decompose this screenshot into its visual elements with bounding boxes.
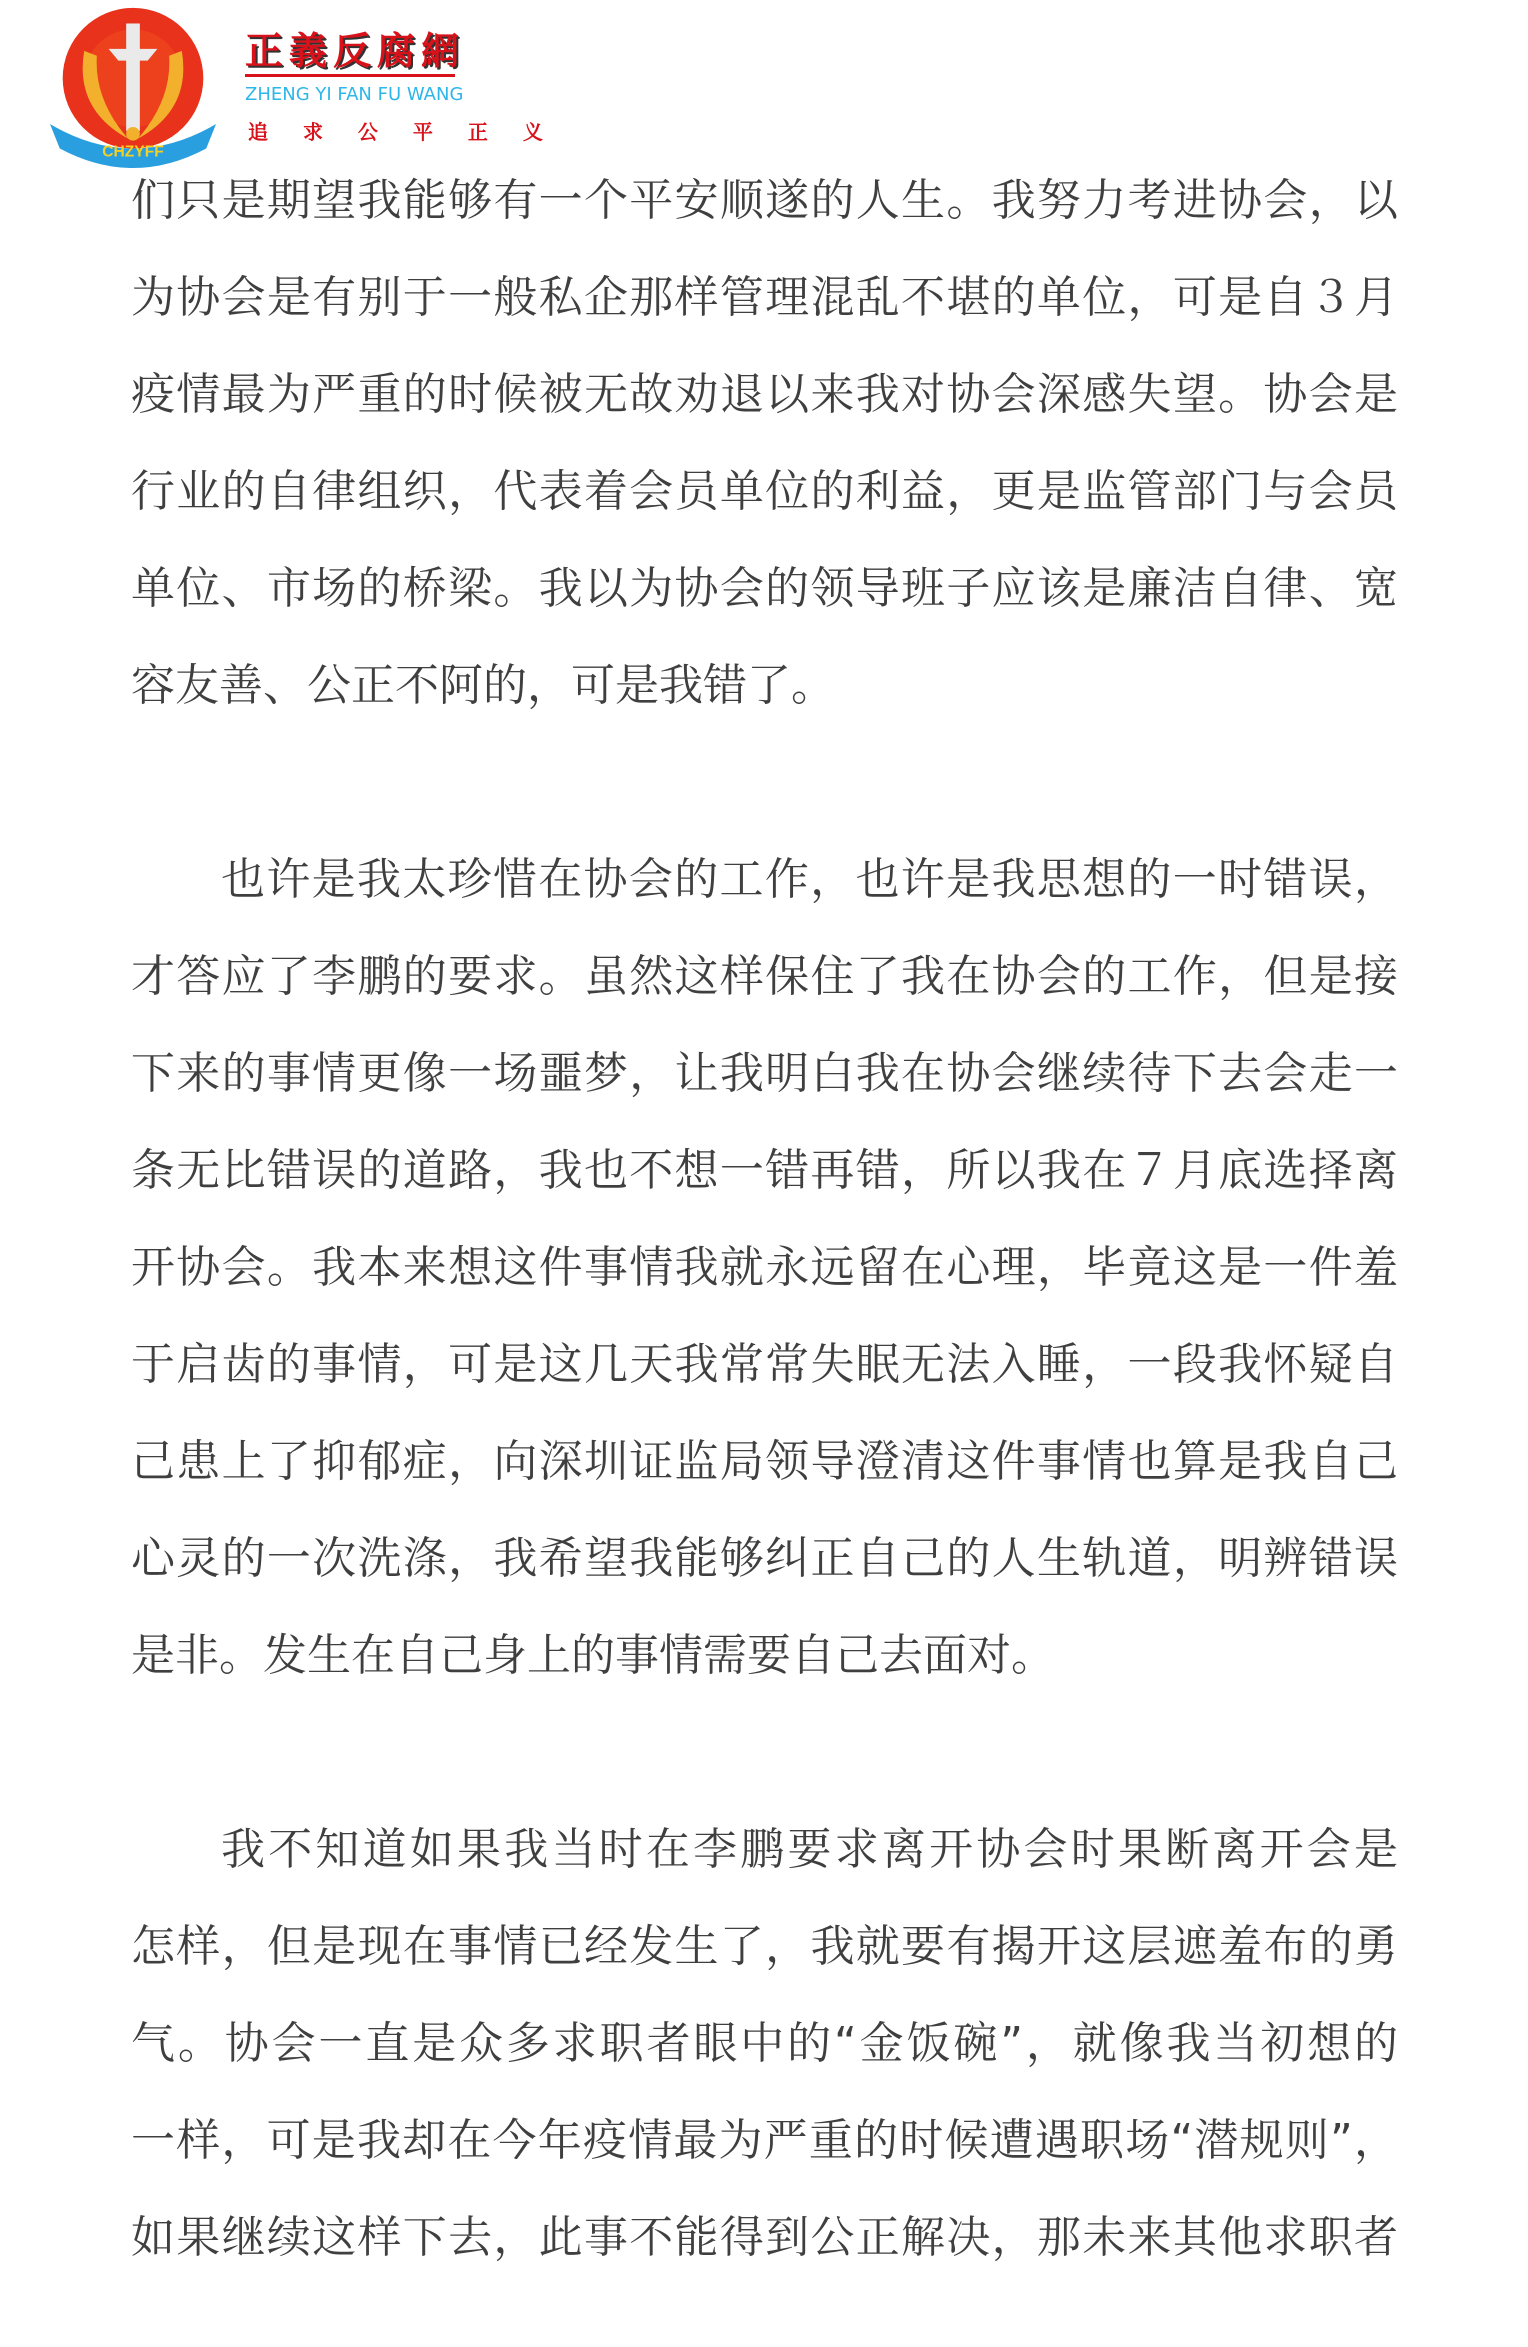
- site-logo: [45, 2, 557, 168]
- logo-divider: [245, 74, 455, 77]
- paragraph-2-line: 是非。发生在自己身上的事情需要自己去面对。: [131, 1630, 1055, 1681]
- paragraph-1-line: 单位、市场的桥梁。我以为协会的领导班子应该是廉洁自律、宽: [131, 563, 1398, 614]
- logo-subtitle: ZHENG YI FAN FU WANG: [245, 84, 464, 105]
- paragraph-2-line: 下来的事情更像一场噩梦，让我明白我在协会继续待下去会走一: [131, 1048, 1398, 1099]
- paragraph-1-line: 疫情最为严重的时候被无故劝退以来我对协会深感失望。协会是: [131, 369, 1398, 420]
- paragraph-3-line: 怎样，但是现在事情已经发生了，我就要有揭开这层遮羞布的勇: [131, 1921, 1398, 1972]
- emblem-icon: [50, 2, 216, 168]
- paragraph-2-line: 开协会。我本来想这件事情我就永远留在心理，毕竟这是一件羞: [131, 1242, 1398, 1293]
- paragraph-2-line: 条无比错误的道路，我也不想一错再错，所以我在７月底选择离: [131, 1145, 1398, 1196]
- paragraph-1-line: 行业的自律组织，代表着会员单位的利益，更是监管部门与会员: [131, 466, 1398, 517]
- paragraph-1-line: 容友善、公正不阿的，可是我错了。: [131, 660, 835, 711]
- paragraph-2-line: 心灵的一次洗涤，我希望我能够纠正自己的人生轨道，明辨错误: [131, 1533, 1398, 1584]
- paragraph-2-line: 己患上了抑郁症，向深圳证监局领导澄清这件事情也算是我自己: [131, 1436, 1398, 1487]
- paragraph-2-line: 也许是我太珍惜在协会的工作，也许是我思想的一时错误，: [221, 854, 1398, 905]
- paragraph-3-line: 如果继续这样下去，此事不能得到公正解决，那未来其他求职者: [131, 2212, 1398, 2263]
- logo-motto: 追 求 公 平 正 义: [248, 120, 557, 144]
- paragraph-2-line: 才答应了李鹏的要求。虽然这样保住了我在协会的工作，但是接: [131, 951, 1398, 1002]
- logo-title: 正義反腐網: [245, 28, 466, 73]
- paragraph-2-line: 于启齿的事情，可是这几天我常常失眠无法入睡，一段我怀疑自: [131, 1339, 1398, 1390]
- paragraph-3-line: 我不知道如果我当时在李鹏要求离开协会时果断离开会是: [221, 1824, 1398, 1875]
- paragraph-3-line: 一样，可是我却在今年疫情最为严重的时候遭遇职场“潜规则”，: [131, 2115, 1398, 2166]
- paragraph-1-line: 们只是期望我能够有一个平安顺遂的人生。我努力考进协会，以: [131, 175, 1398, 226]
- paragraph-3-line: 气。协会一直是众多求职者眼中的“金饭碗”，就像我当初想的: [131, 2018, 1398, 2069]
- emblem-text: CHZYFF: [102, 143, 164, 161]
- paragraph-1-line: 为协会是有别于一般私企那样管理混乱不堪的单位，可是自３月: [131, 272, 1398, 323]
